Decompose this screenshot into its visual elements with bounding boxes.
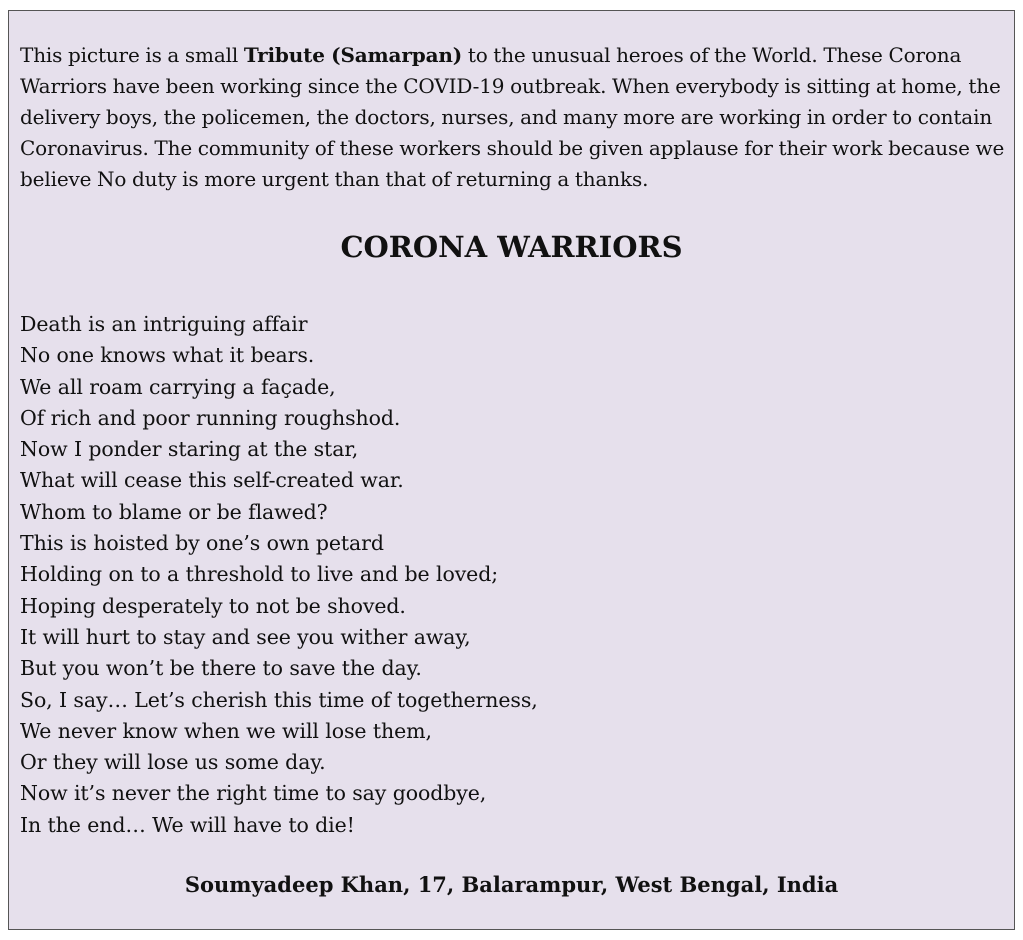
- intro-rest: to the unusual heroes of the World. These Corona Warriors have been working since the COVID-19 outbreak. When everybody is sitting at home, the delivery boys, the policemen, the doctors, nurses, and many more are working in order to contain Coronavirus. The community of these workers should be given applause for their work because we believe No duty is more urgent than that of returning a thanks.: [20, 43, 1005, 191]
- intro-emphasis: Tribute (Samarpan): [243, 43, 463, 67]
- author-signature: Soumyadeep Khan, 17, Balarampur, West Bengal, India: [184, 872, 839, 897]
- poem-line: But you won’t be there to save the day.: [20, 656, 422, 681]
- poem-line: Whom to blame or be flawed?: [20, 499, 328, 524]
- poem-line: Hoping desperately to not be shoved.: [20, 593, 406, 618]
- poem-line: Of rich and poor running roughshod.: [20, 405, 401, 430]
- poem-line: Death is an intriguing affair: [20, 312, 308, 336]
- poem-line: No one knows what it bears.: [20, 343, 315, 368]
- poem-title: CORONA WARRIORS: [340, 230, 683, 264]
- poem-line: We never know when we will lose them,: [20, 718, 432, 743]
- poem-line: Now I ponder staring at the star,: [20, 437, 359, 462]
- poem-line: We all roam carrying a façade,: [20, 374, 336, 399]
- poem-line: So, I say… Let’s cherish this time of togetherness,: [20, 687, 538, 712]
- poem-line: It will hurt to stay and see you wither away,: [20, 624, 471, 649]
- poem-line: This is hoisted by one’s own petard: [20, 531, 384, 556]
- intro-paragraph: [20, 40, 1010, 195]
- poem-body: [20, 309, 538, 841]
- poem-line: What will cease this self-created war.: [20, 468, 404, 493]
- poem-line: Or they will lose us some day.: [20, 750, 326, 775]
- intro-lead: This picture is a small: [20, 43, 244, 67]
- poem-line: Now it’s never the right time to say goodbye,: [20, 781, 487, 806]
- document-frame: [8, 10, 1015, 930]
- poem-line: In the end… We will have to die!: [20, 812, 355, 837]
- poem-line: Holding on to a threshold to live and be loved;: [20, 562, 499, 587]
